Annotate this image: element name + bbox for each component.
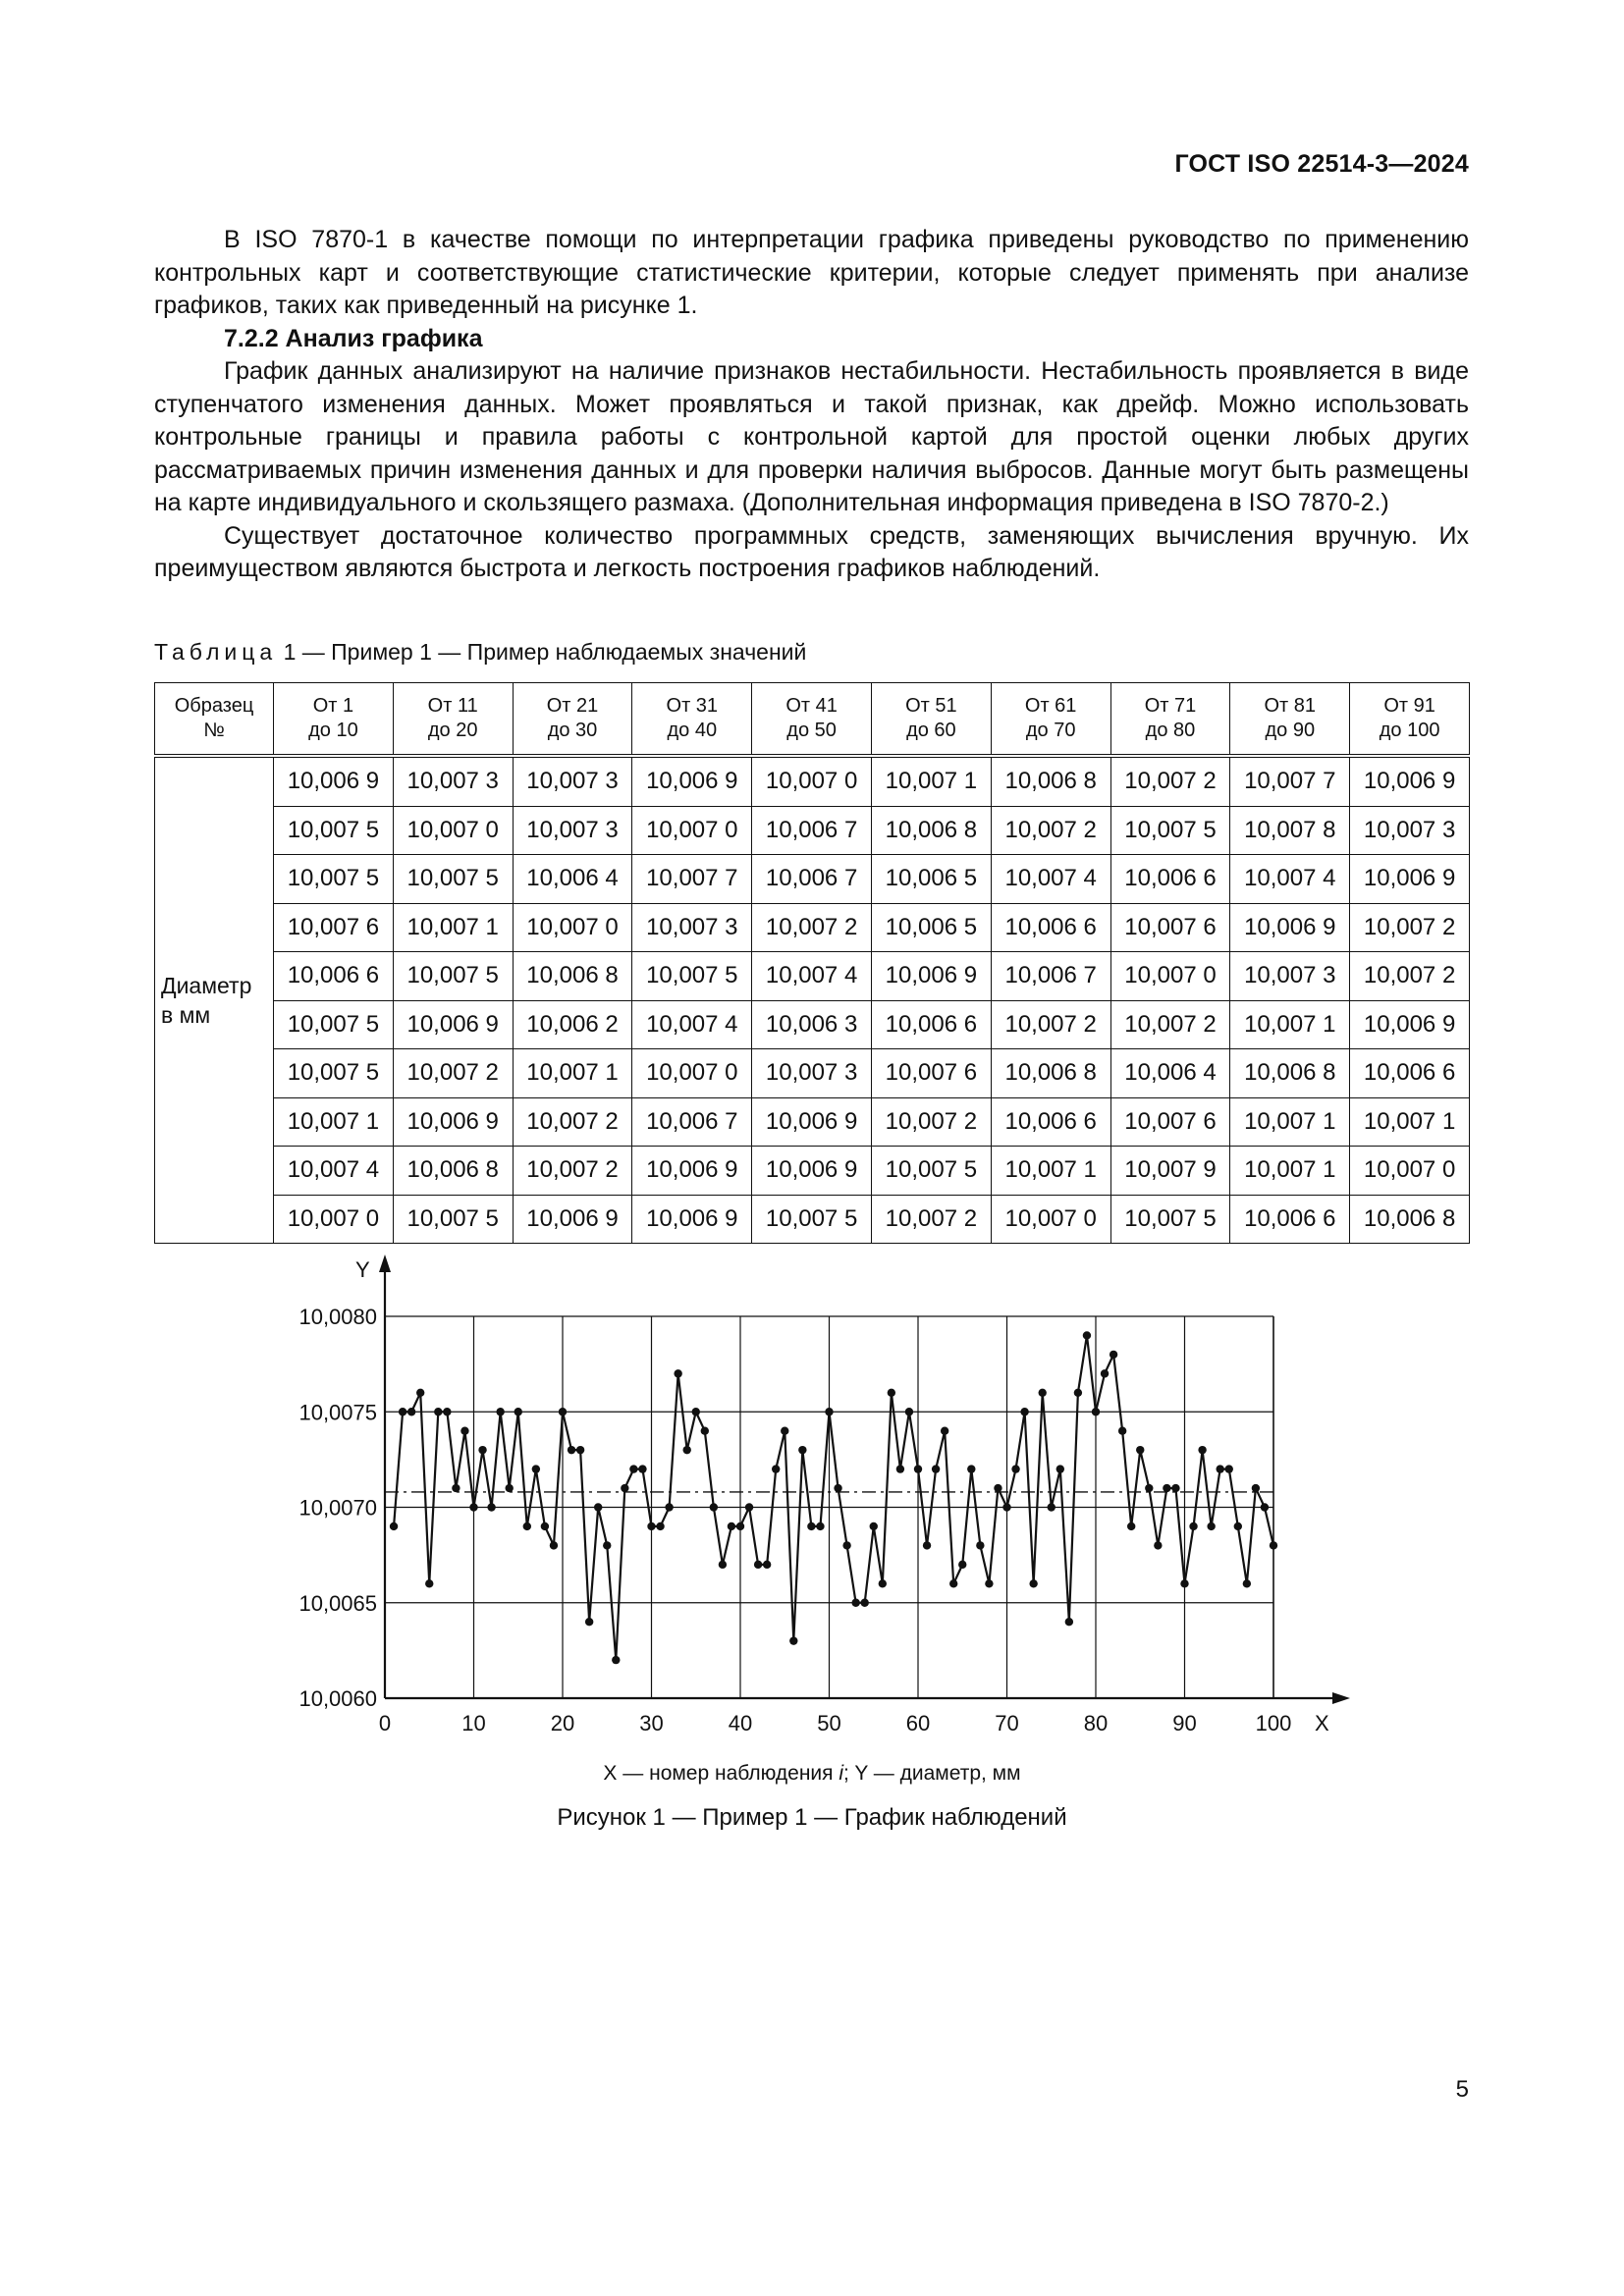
data-point	[888, 1389, 895, 1397]
data-point	[647, 1522, 655, 1530]
table-cell: 10,007 2	[393, 1049, 513, 1098]
table-cell: 10,007 5	[393, 855, 513, 904]
x-tick-label: 50	[817, 1711, 841, 1735]
table-cell: 10,006 7	[632, 1097, 752, 1147]
data-point	[923, 1541, 931, 1549]
table-cell: 10,006 5	[871, 855, 991, 904]
data-point	[478, 1446, 486, 1454]
table-cell: 10,007 2	[513, 1147, 632, 1196]
data-point	[523, 1522, 531, 1530]
data-point	[967, 1465, 975, 1472]
table-cell: 10,006 7	[752, 806, 872, 855]
data-point	[781, 1427, 788, 1435]
table-cell: 10,006 8	[1350, 1195, 1470, 1244]
x-axis-arrow-icon	[1332, 1692, 1350, 1704]
table-cell: 10,007 9	[1110, 1147, 1230, 1196]
table-cell: 10,007 5	[274, 1049, 394, 1098]
table-cell: 10,007 2	[991, 806, 1110, 855]
data-point	[425, 1579, 433, 1587]
data-point	[1011, 1465, 1019, 1472]
data-point	[870, 1522, 878, 1530]
table-cell: 10,006 6	[991, 903, 1110, 952]
table-cell: 10,007 3	[513, 806, 632, 855]
table-cell: 10,006 9	[1350, 855, 1470, 904]
data-point	[1171, 1484, 1179, 1492]
data-point	[719, 1561, 727, 1569]
data-point	[416, 1389, 424, 1397]
y-tick-label: 10,0080	[298, 1305, 377, 1329]
table-cell: 10,007 5	[393, 1195, 513, 1244]
table-cell: 10,007 3	[1350, 806, 1470, 855]
table-cell: 10,007 6	[274, 903, 394, 952]
table-cell: 10,007 2	[871, 1097, 991, 1147]
table-cell: 10,006 9	[752, 1097, 872, 1147]
data-point	[754, 1561, 762, 1569]
data-point	[772, 1465, 780, 1472]
y-axis-arrow-icon	[379, 1255, 391, 1272]
data-point	[1154, 1541, 1162, 1549]
table-cell: 10,007 1	[991, 1147, 1110, 1196]
table-cell: 10,006 9	[632, 1147, 752, 1196]
table-cell: 10,006 9	[871, 952, 991, 1001]
table-cell: 10,006 6	[1350, 1049, 1470, 1098]
data-point	[1217, 1465, 1224, 1472]
table-cell: 10,006 5	[871, 903, 991, 952]
table-cell: 10,006 8	[991, 756, 1110, 806]
table-header-range: От 31 до 40	[632, 683, 752, 757]
table-header-range: От 91 до 100	[1350, 683, 1470, 757]
data-point	[798, 1446, 806, 1454]
data-point	[1118, 1427, 1126, 1435]
table-header-range: От 51 до 60	[871, 683, 991, 757]
data-point	[576, 1446, 584, 1454]
data-point	[399, 1408, 406, 1415]
y-tick-label: 10,0065	[298, 1590, 377, 1616]
table-cell: 10,007 0	[991, 1195, 1110, 1244]
table-cell: 10,007 0	[393, 806, 513, 855]
table-header-range: От 61 до 70	[991, 683, 1110, 757]
y-tick-label: 10,0075	[298, 1400, 377, 1425]
table-cell: 10,006 6	[274, 952, 394, 1001]
data-point	[1083, 1331, 1091, 1339]
document-header: ГОСТ ISO 22514-3—2024	[1174, 150, 1469, 178]
paragraph-analysis: График данных анализируют на наличие признаков нестабильности. Нестабильность проявляется в виде ступенчатого изменения данных. Может проявляться и такой признак, как дрейф. Можно использовать контрольные границы и правила работы с контрольной картой для простой оценки любых других рассматриваемых причин изменения данных и для проверки наличия выбросов. Данные могут быть размещены на карте индивидуального и скользящего размаха. (Дополнительная информация приведена в ISO 7870-2.)	[154, 357, 1469, 516]
table-cell: 10,007 0	[632, 806, 752, 855]
data-point	[851, 1599, 859, 1607]
table-cell: 10,006 6	[1110, 855, 1230, 904]
table-header-range: От 11 до 20	[393, 683, 513, 757]
data-point	[1039, 1389, 1047, 1397]
data-point	[914, 1465, 922, 1472]
table-cell: 10,007 5	[393, 952, 513, 1001]
data-point	[434, 1408, 442, 1415]
table-cell: 10,006 9	[752, 1147, 872, 1196]
table-cell: 10,007 0	[1350, 1147, 1470, 1196]
table-cell: 10,006 8	[513, 952, 632, 1001]
data-point	[460, 1427, 468, 1435]
data-point	[842, 1541, 850, 1549]
data-point	[550, 1541, 558, 1549]
data-point	[825, 1408, 833, 1415]
table-cell: 10,006 3	[752, 1000, 872, 1049]
table-cell: 10,007 8	[1230, 806, 1350, 855]
table-cell: 10,007 0	[1110, 952, 1230, 1001]
data-point	[896, 1465, 904, 1472]
table-cell: 10,007 5	[632, 952, 752, 1001]
data-point	[452, 1484, 460, 1492]
table-header-range: От 41 до 50	[752, 683, 872, 757]
data-point	[1056, 1465, 1064, 1472]
table-cell: 10,006 6	[991, 1097, 1110, 1147]
data-point	[1270, 1541, 1277, 1549]
data-point	[629, 1465, 637, 1472]
table-caption-label: Таблица	[154, 639, 278, 665]
data-point	[807, 1522, 815, 1530]
x-tick-label: 80	[1083, 1711, 1109, 1735]
table-cell: 10,006 8	[991, 1049, 1110, 1098]
data-point	[710, 1503, 718, 1511]
table-cell: 10,007 5	[1110, 1195, 1230, 1244]
data-point	[728, 1522, 735, 1530]
x-tick-label: 40	[728, 1711, 753, 1735]
x-tick-label: 20	[550, 1711, 575, 1735]
data-point	[834, 1484, 841, 1492]
table-cell: 10,007 2	[871, 1195, 991, 1244]
data-point	[1136, 1446, 1144, 1454]
table-cell: 10,006 2	[513, 1000, 632, 1049]
table-cell: 10,007 0	[752, 756, 872, 806]
table-cell: 10,007 2	[513, 1097, 632, 1147]
table-cell: 10,007 4	[632, 1000, 752, 1049]
data-point	[949, 1579, 957, 1587]
data-point	[763, 1561, 771, 1569]
data-point	[1252, 1484, 1260, 1492]
table-cell: 10,006 8	[871, 806, 991, 855]
table-cell: 10,007 1	[393, 903, 513, 952]
chart-legend	[0, 1762, 1624, 1786]
data-point	[594, 1503, 602, 1511]
table-cell: 10,007 4	[274, 1147, 394, 1196]
table-cell: 10,006 8	[1230, 1049, 1350, 1098]
table-cell: 10,007 5	[274, 855, 394, 904]
data-point	[585, 1618, 593, 1626]
table-header-range: От 1 до 10	[274, 683, 394, 757]
data-point	[1225, 1465, 1233, 1472]
data-point	[1110, 1351, 1117, 1359]
table-cell: 10,007 0	[513, 903, 632, 952]
data-point	[861, 1599, 869, 1607]
table-header-range: От 81 до 90	[1230, 683, 1350, 757]
table-cell: 10,006 6	[1230, 1195, 1350, 1244]
data-point	[1029, 1579, 1037, 1587]
data-point	[816, 1522, 824, 1530]
y-tick-label: 10,0070	[298, 1495, 377, 1521]
paragraph-software: Существует достаточное количество программных средств, заменяющих вычисления вручную. Их преимуществом являются быстрота и легкость построения графиков наблюдений.	[154, 521, 1469, 582]
data-point	[976, 1541, 984, 1549]
data-point	[1048, 1503, 1056, 1511]
table-cell: 10,007 3	[632, 903, 752, 952]
data-point	[390, 1522, 398, 1530]
x-tick-label: 100	[1255, 1711, 1292, 1735]
legend-italic-i: i	[839, 1762, 844, 1785]
data-point	[541, 1522, 549, 1530]
table-cell: 10,007 4	[752, 952, 872, 1001]
table-cell: 10,007 3	[1230, 952, 1350, 1001]
data-point	[1207, 1522, 1215, 1530]
table-cell: 10,006 7	[752, 855, 872, 904]
table-row-label: Диаметр в мм	[155, 756, 274, 1244]
table-cell: 10,007 1	[1350, 1097, 1470, 1147]
data-point	[1127, 1522, 1135, 1530]
data-point	[1163, 1484, 1170, 1492]
table-cell: 10,007 2	[752, 903, 872, 952]
table-cell: 10,007 5	[752, 1195, 872, 1244]
table-cell: 10,006 6	[871, 1000, 991, 1049]
data-point	[568, 1446, 575, 1454]
data-point	[559, 1408, 567, 1415]
data-point	[1074, 1389, 1082, 1397]
x-tick-label: 90	[1172, 1711, 1197, 1735]
data-point	[692, 1408, 700, 1415]
data-point	[1092, 1408, 1100, 1415]
table-caption-text: 1 — Пример 1 — Пример наблюдаемых значений	[283, 639, 807, 665]
data-point	[407, 1408, 415, 1415]
data-point	[621, 1484, 628, 1492]
data-point	[1101, 1369, 1109, 1377]
y-tick-label: 10,0060	[298, 1686, 377, 1711]
section-title: 7.2.2 Анализ графика	[224, 324, 483, 352]
table-cell: 10,007 0	[274, 1195, 394, 1244]
data-point	[674, 1369, 681, 1377]
data-point	[612, 1656, 620, 1664]
data-point	[1261, 1503, 1269, 1511]
table-cell: 10,007 2	[991, 1000, 1110, 1049]
data-point	[603, 1541, 611, 1549]
table-cell: 10,007 5	[274, 1000, 394, 1049]
x-tick-label: 60	[905, 1711, 931, 1735]
data-point	[1145, 1484, 1153, 1492]
table-cell: 10,007 5	[274, 806, 394, 855]
table-cell: 10,006 9	[632, 756, 752, 806]
data-point	[1002, 1503, 1010, 1511]
data-point	[701, 1427, 709, 1435]
table-header-range: От 71 до 80	[1110, 683, 1230, 757]
table-cell: 10,006 9	[274, 756, 394, 806]
data-point	[958, 1561, 966, 1569]
table-cell: 10,007 1	[1230, 1147, 1350, 1196]
data-point	[932, 1465, 940, 1472]
data-point	[496, 1408, 504, 1415]
table-cell: 10,007 2	[1110, 1000, 1230, 1049]
data-point	[789, 1636, 797, 1644]
series-line	[394, 1335, 1273, 1660]
table-cell: 10,006 9	[513, 1195, 632, 1244]
table-cell: 10,006 9	[393, 1097, 513, 1147]
table-cell: 10,007 2	[1350, 903, 1470, 952]
table-cell: 10,007 1	[1230, 1097, 1350, 1147]
data-point	[985, 1579, 993, 1587]
table-cell: 10,006 7	[991, 952, 1110, 1001]
table-cell: 10,006 4	[1110, 1049, 1230, 1098]
x-axis-letter: X	[1315, 1711, 1329, 1735]
table-header-sample: Образец №	[155, 683, 274, 757]
table-cell: 10,007 2	[1110, 756, 1230, 806]
data-point	[905, 1408, 913, 1415]
data-point	[1065, 1618, 1073, 1626]
figure-caption: Рисунок 1 — Пример 1 — График наблюдений	[557, 1804, 1067, 1831]
legend-text-part: ; Y — диаметр, мм	[843, 1762, 1021, 1785]
table-cell: 10,007 3	[752, 1049, 872, 1098]
data-point	[514, 1408, 522, 1415]
table-cell: 10,007 6	[1110, 903, 1230, 952]
x-tick-label: 70	[995, 1711, 1019, 1735]
table-cell: 10,007 7	[632, 855, 752, 904]
table-cell: 10,007 2	[1350, 952, 1470, 1001]
table-header-range: От 21 до 30	[513, 683, 632, 757]
data-point	[1198, 1446, 1206, 1454]
table-cell: 10,007 5	[871, 1147, 991, 1196]
data-point	[745, 1503, 753, 1511]
table-cell: 10,007 4	[991, 855, 1110, 904]
table-cell: 10,007 7	[1230, 756, 1350, 806]
paragraph-iso-7870-1: В ISO 7870-1 в качестве помощи по интерпретации графика приведены руководство по применению контрольных карт и соответствующие статистические критерии, которые следует применять при анализе графиков, таких как приведенный на рисунке 1.	[154, 226, 1469, 319]
data-point	[506, 1484, 514, 1492]
table-cell: 10,007 1	[274, 1097, 394, 1147]
table-cell: 10,007 1	[871, 756, 991, 806]
table-cell: 10,007 3	[393, 756, 513, 806]
data-point	[1234, 1522, 1242, 1530]
data-point	[683, 1446, 691, 1454]
table-cell: 10,006 9	[1350, 1000, 1470, 1049]
data-point	[879, 1579, 887, 1587]
x-tick-label: 30	[639, 1711, 664, 1735]
table-cell: 10,006 4	[513, 855, 632, 904]
x-tick-label: 0	[378, 1711, 392, 1735]
data-point	[1189, 1522, 1197, 1530]
table-cell: 10,007 1	[513, 1049, 632, 1098]
page-number: 5	[1455, 2076, 1469, 2103]
data-point	[443, 1408, 451, 1415]
table-cell: 10,007 0	[632, 1049, 752, 1098]
table-cell: 10,007 1	[1230, 1000, 1350, 1049]
table-cell: 10,007 3	[513, 756, 632, 806]
y-axis-letter: Y	[355, 1257, 370, 1282]
table-cell: 10,006 9	[632, 1195, 752, 1244]
table-cell: 10,006 9	[393, 1000, 513, 1049]
data-point	[656, 1522, 664, 1530]
data-point	[638, 1465, 646, 1472]
data-point	[1243, 1579, 1251, 1587]
table-cell: 10,007 4	[1230, 855, 1350, 904]
table-cell: 10,006 9	[1230, 903, 1350, 952]
data-point	[941, 1427, 948, 1435]
data-point	[1020, 1408, 1028, 1415]
table-cell: 10,007 6	[1110, 1097, 1230, 1147]
data-point	[469, 1503, 477, 1511]
data-point	[665, 1503, 673, 1511]
x-tick-label: 10	[461, 1711, 486, 1735]
data-point	[532, 1465, 540, 1472]
table-cell: 10,007 6	[871, 1049, 991, 1098]
data-point	[736, 1522, 744, 1530]
data-point	[1180, 1579, 1188, 1587]
table-cell: 10,006 9	[1350, 756, 1470, 806]
data-point	[994, 1484, 1001, 1492]
data-point	[487, 1503, 495, 1511]
legend-text-part: X — номер наблюдения	[603, 1762, 839, 1785]
table-cell: 10,006 8	[393, 1147, 513, 1196]
table-cell: 10,007 5	[1110, 806, 1230, 855]
